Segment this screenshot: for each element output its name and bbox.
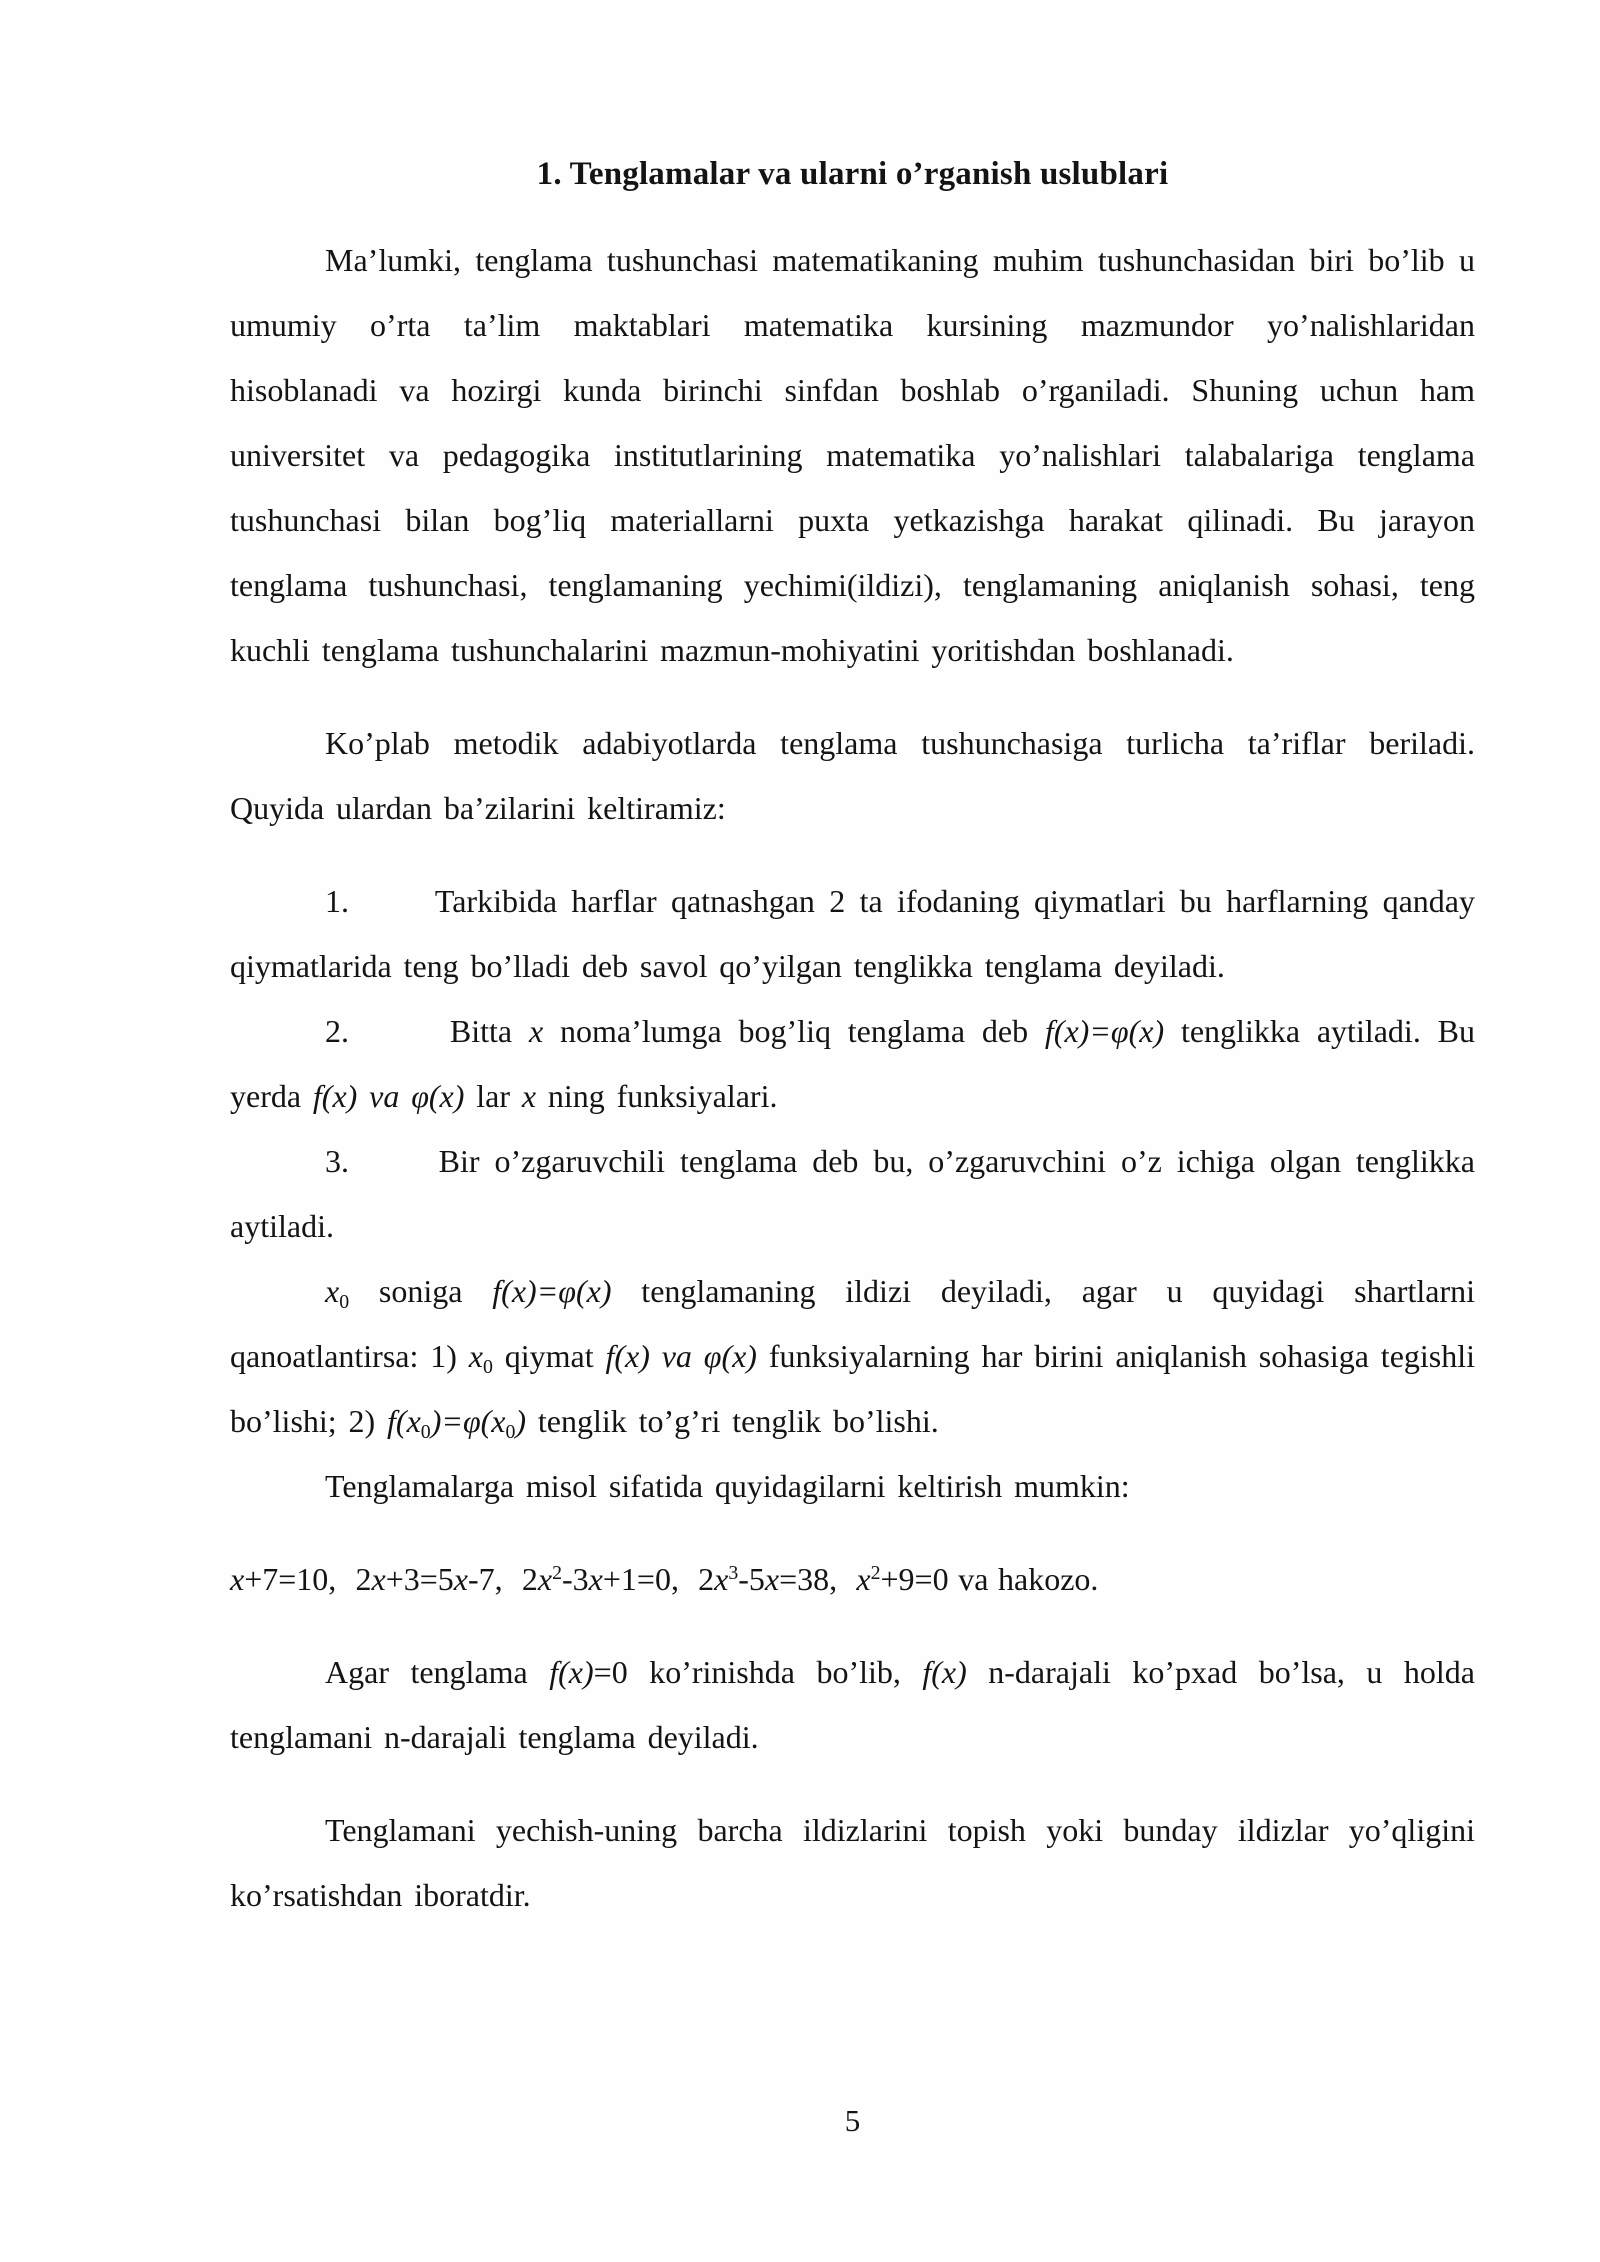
math-run: x: [764, 1561, 780, 1597]
text-run: +1=0,: [602, 1561, 699, 1597]
math-run: x: [230, 1561, 245, 1597]
text-run: +3=5: [385, 1561, 454, 1597]
text-run: tenglik to’g’ri tenglik bo’lishi.: [526, 1403, 939, 1439]
text-run: 0: [420, 1420, 431, 1443]
text-run: =38,: [779, 1561, 857, 1597]
math-run: x: [588, 1561, 603, 1597]
text-run: 2. Bitta: [325, 1013, 529, 1049]
math-run: x: [521, 1078, 537, 1114]
math-run: f(x)=φ(x): [492, 1273, 612, 1309]
text-run: Agar tenglama: [325, 1654, 550, 1690]
text-run: 1. Tarkibida harflar qatnashgan 2 ta ifodaning qiymatlari bu harflarning qanday qiymatlarida teng bo’lladi deb savol qo’yilgan tenglikka tenglama deyiladi.: [230, 883, 1475, 984]
text-run: +7=10,: [244, 1561, 356, 1597]
text-run: 2: [521, 1561, 538, 1597]
math-run: x: [537, 1561, 553, 1597]
text-run: Ko’plab metodik adabiyotlarda tenglama tushunchasiga turlicha ta’riflar beriladi. Quyida ulardan ba’zilarini keltiramiz:: [230, 725, 1475, 826]
text-run: 3. Bir o’zgaruvchili tenglama deb bu, o’zgaruvchini o’z ichiga olgan tenglikka aytiladi.: [230, 1143, 1475, 1244]
text-run: Tenglamani yechish-uning barcha ildizlarini topish yoki bunday ildizlar yo’qligini ko’rsatishdan iboratdir.: [230, 1812, 1475, 1913]
text-run: 2: [355, 1561, 372, 1597]
paragraph-n-degree: [230, 1640, 1475, 1770]
text-run: -5: [738, 1561, 765, 1597]
document-body: [230, 228, 1475, 1928]
page-title: 1. Tenglamalar va ularni o’rganish uslublari: [536, 156, 1169, 192]
text-run: va hakozo.: [948, 1561, 1099, 1597]
math-run: x: [714, 1561, 729, 1597]
paragraph-definitions-intro: [230, 711, 1475, 841]
text-run: -3: [561, 1561, 589, 1597]
text-run: lar: [464, 1078, 522, 1114]
text-run: +9=0: [880, 1561, 949, 1597]
text-run: funksiyalarning har birini aniqlanish sohasiga tegishli bo’lishi; 2): [230, 1338, 1476, 1439]
math-run: f(x) va φ(x): [605, 1338, 757, 1374]
math-run: )=φ(x: [430, 1403, 506, 1439]
math-run: f(x): [922, 1654, 967, 1690]
list-item-definition-3: [230, 1129, 1475, 1259]
text-run: qiymat: [492, 1338, 606, 1374]
paragraph-root-definition: [230, 1259, 1475, 1454]
math-run: f(x: [387, 1403, 421, 1439]
text-run: tenglamaning ildizi deyiladi, agar u quyidagi shartlarni qanoatlantirsa: 1): [230, 1273, 1475, 1374]
text-run: -7,: [468, 1561, 522, 1597]
list-item-definition-1: [230, 869, 1475, 999]
math-run: ): [515, 1403, 527, 1439]
math-run: x: [453, 1561, 468, 1597]
math-examples-line: [230, 1547, 1475, 1612]
paragraph-examples-intro: [230, 1454, 1475, 1519]
text-run: 2: [698, 1561, 715, 1597]
text-run: 0: [339, 1290, 350, 1313]
list-item-definition-2: [230, 999, 1475, 1129]
text-run: tenglikka aytiladi. Bu yerda: [230, 1013, 1475, 1114]
paragraph-intro: [230, 228, 1475, 683]
page-number: 5: [844, 2103, 861, 2138]
text-run: ning funksiyalari.: [536, 1078, 778, 1114]
text-run: 2: [552, 1562, 562, 1585]
math-run: x: [528, 1013, 544, 1049]
text-run: 3: [728, 1562, 739, 1585]
math-run: x: [856, 1561, 871, 1597]
math-run: x: [371, 1561, 386, 1597]
text-run: soniga: [349, 1273, 493, 1309]
paragraph-solving-definition: [230, 1798, 1475, 1928]
text-run: Ma’lumki, tenglama tushunchasi matematikaning muhim tushunchasidan biri bo’lib u umumiy o’rta ta’lim maktablari matematika kursining mazmundor yo’nalishlaridan hisoblanadi va hozirgi kunda birinchi sinfdan boshlab o’rganiladi. Shuning uchun ham universitet va pedagogika institutlarining matematika yo’nalishlari talabalariga tenglama tushunchasi bilan bog’liq materiallarni puxta yetkazishga harakat qilinadi. Bu jarayon tenglama tushunchasi, tenglamaning yechimi(ildizi), tenglamaning aniqlanish sohasi, teng kuchli tenglama tushunchalarini mazmun-mohiyatini yoritishdan boshlanadi.: [230, 242, 1475, 668]
math-run: f(x): [549, 1654, 594, 1690]
text-run: noma’lumga bog’liq tenglama deb: [543, 1013, 1045, 1049]
text-run: 2: [870, 1562, 881, 1585]
text-run: n-darajali ko’pxad bo’lsa, u holda tenglamani n-darajali tenglama deyiladi.: [230, 1654, 1475, 1755]
text-run: =0 ko’rinishda bo’lib,: [593, 1654, 923, 1690]
document-content: [230, 142, 1475, 1928]
math-run: f(x) va φ(x): [312, 1078, 465, 1114]
math-run: f(x)=φ(x): [1044, 1013, 1165, 1049]
text-run: 0: [482, 1355, 493, 1378]
math-run: x: [468, 1338, 483, 1374]
text-run: Tenglamalarga misol sifatida quyidagilarni keltirish mumkin:: [325, 1468, 1130, 1504]
text-run: 0: [505, 1420, 516, 1443]
math-run: x: [325, 1273, 340, 1309]
